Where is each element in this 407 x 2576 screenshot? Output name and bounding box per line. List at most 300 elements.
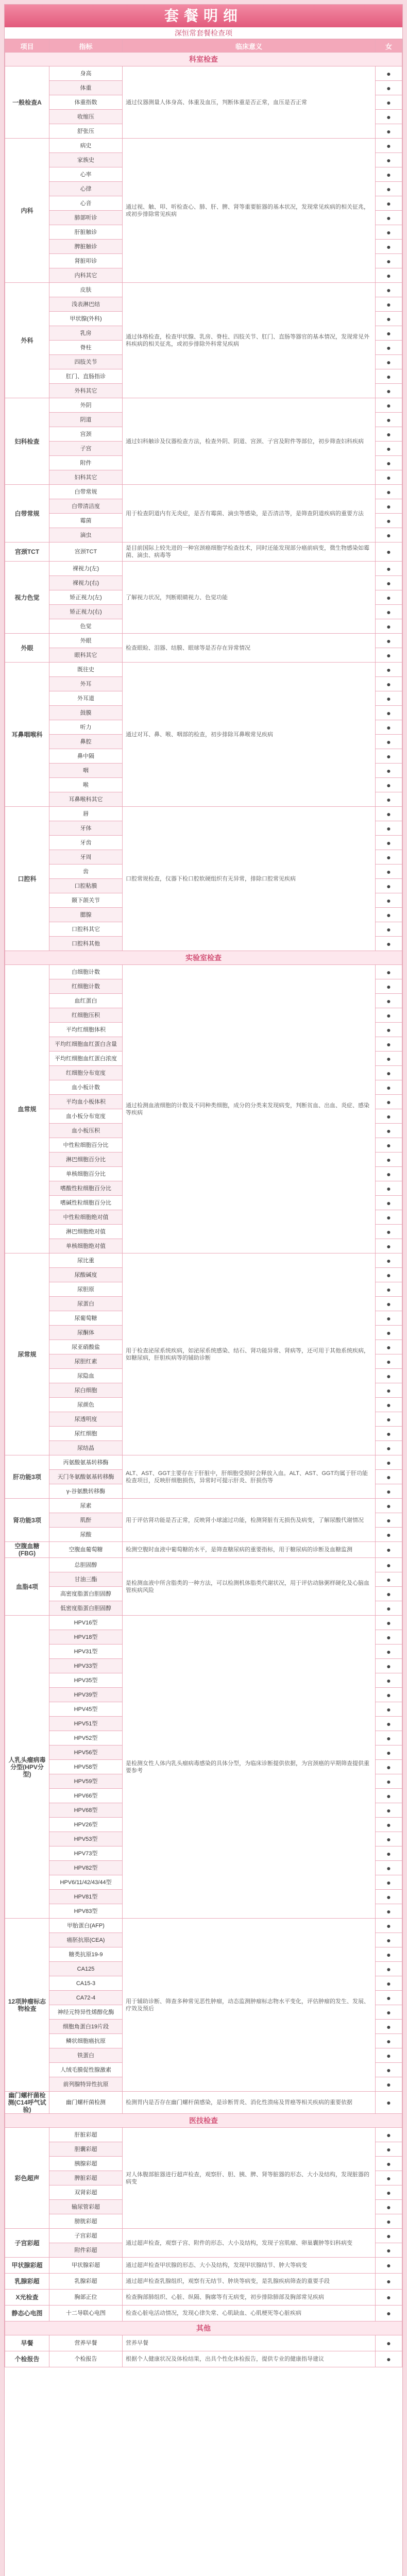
included-mark: ● — [376, 1484, 402, 1499]
indicator-cell: 收缩压 — [49, 110, 123, 124]
group-name: 一般检查A — [5, 66, 49, 139]
clinical-significance: 通过视、触、叩、听检查心、肺、肝、脾、肾等重要脏器的基本状况，发现常见疾病的相关征兆，或初步排除常见疾病 — [123, 139, 376, 283]
group-name: 内科 — [5, 139, 49, 283]
included-mark: ● — [376, 240, 402, 254]
indicator-cell: 尿酸碱度 — [49, 1268, 123, 1282]
indicator-cell: 幽门螺杆菌检测 — [49, 2092, 123, 2114]
indicator-cell: 病史 — [49, 139, 123, 153]
included-mark: ● — [376, 1572, 402, 1587]
included-mark: ● — [376, 1587, 402, 1601]
indicator-cell: 牙周 — [49, 850, 123, 865]
included-mark: ● — [376, 1702, 402, 1717]
indicator-cell: 嗜碱性粒细胞百分比 — [49, 1196, 123, 1210]
indicator-cell: 白带清洁度 — [49, 499, 123, 514]
indicator-cell: 皮肤 — [49, 283, 123, 297]
included-mark: ● — [376, 1340, 402, 1354]
indicator-cell: 十二导联心电图 — [49, 2306, 123, 2321]
included-mark: ● — [376, 1919, 402, 1933]
indicator-cell: 耳鼻喉科其它 — [49, 792, 123, 807]
indicator-cell: 听力 — [49, 720, 123, 735]
included-mark: ● — [376, 66, 402, 81]
indicator-cell: 前列腺特异性抗原 — [49, 2077, 123, 2092]
included-mark: ● — [376, 1196, 402, 1210]
indicator-cell: CA15-3 — [49, 1976, 123, 1991]
indicator-cell: 浅表淋巴结 — [49, 297, 123, 312]
indicator-cell: 中性粒细胞绝对值 — [49, 1210, 123, 1225]
clinical-significance: 根据个人健康状况及体检结果，出具个性化体检报告，提供专业的健康指导建议 — [123, 2351, 376, 2367]
section-row — [5, 951, 402, 965]
indicator-cell: 中性粒细胞百分比 — [49, 1138, 123, 1153]
group-name: 耳鼻咽喉科 — [5, 663, 49, 807]
indicator-cell: 双肾彩超 — [49, 2185, 123, 2200]
included-mark: ● — [376, 879, 402, 893]
included-mark: ● — [376, 297, 402, 312]
included-mark: ● — [376, 514, 402, 528]
table-row — [5, 1616, 402, 1630]
group-name: 妇科检查 — [5, 398, 49, 485]
column-header-female: 女 — [376, 40, 402, 53]
included-mark: ● — [376, 1513, 402, 1528]
clinical-significance: 通过对耳、鼻、喉、咽部的检查，初步排除耳鼻喉常见疾病 — [123, 663, 376, 807]
clinical-significance: 通过超声检查，观察子宫、附件的形态、大小及结构，发现子宫肌瘤、卵巢囊肿等妇科病变 — [123, 2229, 376, 2258]
included-mark: ● — [376, 590, 402, 605]
included-mark: ● — [376, 1311, 402, 1326]
included-mark: ● — [376, 1297, 402, 1311]
indicator-cell: 尿葡萄糖 — [49, 1311, 123, 1326]
included-mark: ● — [376, 619, 402, 634]
included-mark: ● — [376, 908, 402, 922]
indicator-cell: 子宫 — [49, 442, 123, 456]
included-mark: ● — [376, 442, 402, 456]
clinical-significance: 用于检查阴道内有无炎症，是否有霉菌、滴虫等感染，是否清洁等，是筛查阴道疾病的重要方法 — [123, 485, 376, 543]
clinical-significance: 营养早餐 — [123, 2335, 376, 2351]
clinical-significance: 检查心脏电活动情况，发现心律失常、心肌缺血、心肌梗死等心脏疾病 — [123, 2306, 376, 2321]
included-mark: ● — [376, 485, 402, 499]
included-mark: ● — [376, 1933, 402, 1947]
included-mark: ● — [376, 95, 402, 110]
included-mark: ● — [376, 2274, 402, 2290]
indicator-cell: 身高 — [49, 66, 123, 81]
indicator-cell: 唇 — [49, 807, 123, 821]
column-header-significance: 临床意义 — [123, 40, 376, 53]
included-mark: ● — [376, 1832, 402, 1846]
included-mark: ● — [376, 1326, 402, 1340]
indicator-cell: 天门冬氨酸氨基转移酶 — [49, 1470, 123, 1484]
indicator-cell: HPV73型 — [49, 1846, 123, 1861]
indicator-cell: 附件 — [49, 456, 123, 470]
group-name: 尿常规 — [5, 1253, 49, 1455]
table-row — [5, 2306, 402, 2321]
table-row — [5, 663, 402, 677]
included-mark: ● — [376, 1774, 402, 1789]
group-name: 肝功能3项 — [5, 1455, 49, 1499]
indicator-cell: HPV58型 — [49, 1760, 123, 1774]
included-mark: ● — [376, 1124, 402, 1138]
indicator-cell: 癌胚抗原(CEA) — [49, 1933, 123, 1947]
included-mark: ● — [376, 470, 402, 485]
included-mark: ● — [376, 1369, 402, 1383]
indicator-cell: 妇科其它 — [49, 470, 123, 485]
included-mark: ● — [376, 312, 402, 326]
indicator-cell: 口腔科其他 — [49, 937, 123, 951]
included-mark: ● — [376, 1354, 402, 1369]
indicator-cell: 鳞状细胞癌抗原 — [49, 2034, 123, 2048]
included-mark: ● — [376, 2128, 402, 2142]
indicator-cell: 膀胱彩超 — [49, 2214, 123, 2229]
included-mark: ● — [376, 1962, 402, 1976]
indicator-cell: 外眼 — [49, 634, 123, 648]
included-mark: ● — [376, 1542, 402, 1558]
indicator-cell: 乳腺彩超 — [49, 2274, 123, 2290]
included-mark: ● — [376, 778, 402, 792]
included-mark: ● — [376, 634, 402, 648]
included-mark: ● — [376, 720, 402, 735]
indicator-cell: 腮腺 — [49, 908, 123, 922]
included-mark: ● — [376, 1528, 402, 1542]
indicator-cell: 低密度脂蛋白胆固醇 — [49, 1601, 123, 1616]
included-mark: ● — [376, 1080, 402, 1095]
indicator-cell: 脾脏彩超 — [49, 2171, 123, 2185]
group-name: 外科 — [5, 283, 49, 398]
included-mark: ● — [376, 2157, 402, 2171]
included-mark: ● — [376, 836, 402, 850]
group-name: 幽门螺杆菌检测(C14呼气试验) — [5, 2092, 49, 2114]
indicator-cell: 鼓膜 — [49, 706, 123, 720]
included-mark: ● — [376, 398, 402, 413]
indicator-cell: CA125 — [49, 1962, 123, 1976]
included-mark: ● — [376, 1976, 402, 1991]
section-title: 其他 — [5, 2321, 402, 2335]
included-mark: ● — [376, 850, 402, 865]
included-mark: ● — [376, 994, 402, 1008]
column-header-indicator: 指标 — [49, 40, 123, 53]
indicator-cell: 尿胆原 — [49, 1282, 123, 1297]
included-mark: ● — [376, 254, 402, 268]
group-name: 乳腺彩超 — [5, 2274, 49, 2290]
indicator-cell: 色觉 — [49, 619, 123, 634]
clinical-significance: 口腔常规检查，仪器下检口腔软硬组织有无异常，排除口腔常见疾病 — [123, 807, 376, 951]
group-name: 12项肿瘤标志物检查 — [5, 1919, 49, 2092]
indicator-cell: 肺部听诊 — [49, 211, 123, 225]
included-mark: ● — [376, 1659, 402, 1673]
indicator-cell: 人绒毛膜促性腺激素 — [49, 2063, 123, 2077]
included-mark: ● — [376, 1052, 402, 1066]
indicator-cell: 神经元特异性烯醇化酶 — [49, 2005, 123, 2020]
included-mark: ● — [376, 110, 402, 124]
included-mark: ● — [376, 1904, 402, 1919]
included-mark: ● — [376, 1789, 402, 1803]
included-mark: ● — [376, 2258, 402, 2274]
group-name: X光检查 — [5, 2290, 49, 2306]
indicator-cell: 铁蛋白 — [49, 2048, 123, 2063]
indicator-cell: 单核细胞绝对值 — [49, 1239, 123, 1253]
included-mark: ● — [376, 1225, 402, 1239]
clinical-significance: 检查胸部肺组织、心脏、纵隔、胸廓等有无病变，初步排除肺部及胸部常见疾病 — [123, 2290, 376, 2306]
indicator-cell: 淋巴细胞绝对值 — [49, 1225, 123, 1239]
table-row — [5, 807, 402, 821]
included-mark: ● — [376, 1398, 402, 1412]
group-name: 视力色觉 — [5, 562, 49, 634]
included-mark: ● — [376, 1109, 402, 1124]
table-row — [5, 2274, 402, 2290]
included-mark: ● — [376, 427, 402, 442]
page-title: 套餐明细 — [5, 5, 402, 27]
indicator-cell: 滴虫 — [49, 528, 123, 543]
included-mark: ● — [376, 2034, 402, 2048]
clinical-significance: 对人体腹部脏器进行超声检查，观察肝、胆、胰、脾、肾等脏器的形态、大小及结构，发现脏器的病变 — [123, 2128, 376, 2229]
indicator-cell: 甲状腺彩超 — [49, 2258, 123, 2274]
included-mark: ● — [376, 1760, 402, 1774]
section-title: 科室检查 — [5, 53, 402, 66]
clinical-significance: 用于辅助诊断、筛查多种常见恶性肿瘤，动态监测肿瘤标志物水平变化，评估肿瘤的发生、发展、疗效及预后 — [123, 1919, 376, 2092]
table-row — [5, 634, 402, 648]
indicator-cell: 尿蛋白 — [49, 1297, 123, 1311]
clinical-significance: 通过体格检查，检查甲状腺、乳房、脊柱、四肢关节、肛门、直肠等器官的基本情况，发现常见外科疾病的相关征兆，或初步排除外科常见疾病 — [123, 283, 376, 398]
indicator-cell: HPV6/11/42/43/44型 — [49, 1875, 123, 1890]
indicator-cell: 尿红细胞 — [49, 1427, 123, 1441]
indicator-cell: 阴道 — [49, 413, 123, 427]
included-mark: ● — [376, 1645, 402, 1659]
included-mark: ● — [376, 1253, 402, 1268]
table-row — [5, 2092, 402, 2114]
included-mark: ● — [376, 1138, 402, 1153]
included-mark: ● — [376, 1455, 402, 1470]
indicator-cell: 平均红细胞体积 — [49, 1023, 123, 1037]
included-mark: ● — [376, 499, 402, 514]
table-row — [5, 2128, 402, 2142]
table-row — [5, 1919, 402, 1933]
section-row — [5, 2114, 402, 2128]
indicator-cell: 外科其它 — [49, 384, 123, 398]
indicator-cell: 四肢关节 — [49, 355, 123, 369]
included-mark: ● — [376, 528, 402, 543]
indicator-cell: 咽 — [49, 764, 123, 778]
indicator-cell: 血小板计数 — [49, 1080, 123, 1095]
clinical-significance: 通过检测血液细胞的计数及不同种类细胞，成分的分类来发现病变，判断贫血、出血、炎症、感染等疾病 — [123, 965, 376, 1253]
group-name: 白带常规 — [5, 485, 49, 543]
indicator-cell: 鼻中隔 — [49, 749, 123, 764]
indicator-cell: 外耳道 — [49, 691, 123, 706]
included-mark: ● — [376, 821, 402, 836]
included-mark: ● — [376, 1470, 402, 1484]
section-title: 实验室检查 — [5, 951, 402, 965]
included-mark: ● — [376, 167, 402, 182]
group-name: 血脂4项 — [5, 1558, 49, 1616]
group-name: 血常规 — [5, 965, 49, 1253]
indicator-cell: HPV35型 — [49, 1673, 123, 1688]
included-mark: ● — [376, 1558, 402, 1572]
group-name: 早餐 — [5, 2335, 49, 2351]
indicator-cell: HPV68型 — [49, 1803, 123, 1818]
included-mark: ● — [376, 1991, 402, 2005]
clinical-significance: 通过超声检查甲状腺的形态、大小及结构，发现甲状腺结节、肿大等病变 — [123, 2258, 376, 2274]
indicator-cell: HPV51型 — [49, 1717, 123, 1731]
indicator-cell: 宫颈TCT — [49, 543, 123, 562]
indicator-cell: 心率 — [49, 167, 123, 182]
indicator-cell: 鼻腔 — [49, 735, 123, 749]
indicator-cell: 空腹血葡萄糖 — [49, 1542, 123, 1558]
indicator-cell: γ-谷氨酰转移酶 — [49, 1484, 123, 1499]
indicator-cell: 血小板压积 — [49, 1124, 123, 1138]
indicator-cell: 尿酮体 — [49, 1326, 123, 1340]
indicator-cell: 血红蛋白 — [49, 994, 123, 1008]
indicator-cell: 尿结晶 — [49, 1441, 123, 1455]
package-name: 深恒常套餐检查项 — [5, 27, 402, 39]
indicator-cell: HPV59型 — [49, 1774, 123, 1789]
indicator-cell: 血小板分布宽度 — [49, 1109, 123, 1124]
indicator-cell: 细胞角蛋白19片段 — [49, 2020, 123, 2034]
included-mark: ● — [376, 922, 402, 937]
included-mark: ● — [376, 81, 402, 95]
included-mark: ● — [376, 1818, 402, 1832]
included-mark: ● — [376, 2243, 402, 2258]
included-mark: ● — [376, 413, 402, 427]
included-mark: ● — [376, 139, 402, 153]
included-mark: ● — [376, 1023, 402, 1037]
included-mark: ● — [376, 1601, 402, 1616]
included-mark: ● — [376, 1181, 402, 1196]
group-name: 口腔科 — [5, 807, 49, 951]
section-row — [5, 53, 402, 66]
included-mark: ● — [376, 1861, 402, 1875]
indicator-cell: 个检报告 — [49, 2351, 123, 2367]
indicator-cell: 尿比重 — [49, 1253, 123, 1268]
included-mark: ● — [376, 124, 402, 139]
included-mark: ● — [376, 1731, 402, 1745]
group-name: 肾功能3项 — [5, 1499, 49, 1542]
section-row — [5, 2321, 402, 2335]
indicator-cell: 齿 — [49, 865, 123, 879]
included-mark: ● — [376, 735, 402, 749]
clinical-significance: 通过妇科触诊及仪器检查方法，检查外阴、阴道、宫颈、子宫及附件等部位，初步筛查妇科疾病 — [123, 398, 376, 485]
indicator-cell: 红细胞压积 — [49, 1008, 123, 1023]
table-row — [5, 485, 402, 499]
indicator-cell: 红细胞计数 — [49, 979, 123, 994]
page-container — [4, 4, 403, 2576]
clinical-significance: 是检测女性人体内乳头瘤病毒感染的具体分型，为临床诊断提供依据，为宫颈癌的早期筛查提供重要参考 — [123, 1616, 376, 1919]
indicator-cell: 子宫彩超 — [49, 2229, 123, 2243]
indicator-cell: 口腔科其它 — [49, 922, 123, 937]
indicator-cell: 体重指数 — [49, 95, 123, 110]
included-mark: ● — [376, 576, 402, 590]
clinical-significance: 了解视力状况，判断眼睛视力、色觉功能 — [123, 562, 376, 634]
table-row — [5, 562, 402, 576]
table-row — [5, 1558, 402, 1572]
indicator-cell: 内科其它 — [49, 268, 123, 283]
indicator-cell: HPV31型 — [49, 1645, 123, 1659]
table-row — [5, 2335, 402, 2351]
group-name: 彩色超声 — [5, 2128, 49, 2229]
included-mark: ● — [376, 2214, 402, 2229]
table-row — [5, 2229, 402, 2243]
indicator-cell: HPV83型 — [49, 1904, 123, 1919]
included-mark: ● — [376, 1037, 402, 1052]
included-mark: ● — [376, 1890, 402, 1904]
included-mark: ● — [376, 1066, 402, 1080]
table-row — [5, 283, 402, 297]
included-mark: ● — [376, 283, 402, 297]
included-mark: ● — [376, 865, 402, 879]
indicator-cell: 尿酸 — [49, 1528, 123, 1542]
indicator-cell: 裸视力(左) — [49, 562, 123, 576]
included-mark: ● — [376, 384, 402, 398]
indicator-cell: HPV16型 — [49, 1616, 123, 1630]
included-mark: ● — [376, 1282, 402, 1297]
clinical-significance: ALT、AST、GGT主要存在于肝脏中，肝细胞受损时会释放入血。ALT、AST、GGT均属于肝功能检查项目，反映肝细胞损伤，异常时可提示肝炎、肝损伤等 — [123, 1455, 376, 1499]
indicator-cell: 尿胆红素 — [49, 1354, 123, 1369]
included-mark: ● — [376, 1947, 402, 1962]
included-mark: ● — [376, 355, 402, 369]
included-mark: ● — [376, 1499, 402, 1513]
table-body — [5, 53, 402, 2367]
included-mark: ● — [376, 2306, 402, 2321]
included-mark: ● — [376, 1095, 402, 1109]
indicator-cell: 心律 — [49, 182, 123, 196]
indicator-cell: 淋巴细胞百分比 — [49, 1153, 123, 1167]
indicator-cell: 口腔粘膜 — [49, 879, 123, 893]
indicator-cell: 红细胞分布宽度 — [49, 1066, 123, 1080]
included-mark: ● — [376, 1153, 402, 1167]
included-mark: ● — [376, 2063, 402, 2077]
included-mark: ● — [376, 1745, 402, 1760]
indicator-cell: 尿颜色 — [49, 1398, 123, 1412]
included-mark: ● — [376, 543, 402, 562]
indicator-cell: HPV18型 — [49, 1630, 123, 1645]
indicator-cell: 尿亚硝酸盐 — [49, 1340, 123, 1354]
indicator-cell: 乳房 — [49, 326, 123, 341]
included-mark: ● — [376, 268, 402, 283]
indicator-cell: 营养早餐 — [49, 2335, 123, 2351]
included-mark: ● — [376, 182, 402, 196]
indicator-cell: 家族史 — [49, 153, 123, 167]
included-mark: ● — [376, 807, 402, 821]
included-mark: ● — [376, 1630, 402, 1645]
included-mark: ● — [376, 2229, 402, 2243]
included-mark: ● — [376, 965, 402, 979]
included-mark: ● — [376, 1412, 402, 1427]
table-row — [5, 398, 402, 413]
group-name: 静态心电图 — [5, 2306, 49, 2321]
included-mark: ● — [376, 1441, 402, 1455]
included-mark: ● — [376, 562, 402, 576]
indicator-cell: HPV56型 — [49, 1745, 123, 1760]
indicator-cell: 高密度脂蛋白胆固醇 — [49, 1587, 123, 1601]
clinical-significance: 检测胃内是否存在幽门螺杆菌感染，是诊断胃炎、消化性溃疡及胃癌等相关疾病的重要依据 — [123, 2092, 376, 2114]
included-mark: ● — [376, 2020, 402, 2034]
clinical-significance: 检测空腹时血液中葡萄糖的水平，是筛查糖尿病的重要指标，用于糖尿病的诊断及血糖监测 — [123, 1542, 376, 1558]
table-row — [5, 2258, 402, 2274]
package-table — [5, 39, 402, 2367]
included-mark: ● — [376, 1846, 402, 1861]
group-name: 子宫彩超 — [5, 2229, 49, 2258]
clinical-significance: 用于检查泌尿系统疾病，如泌尿系统感染、结石、肾功能异常、肾病等，还可用于其他系统疾病，如糖尿病，肝胆疾病等的辅助诊断 — [123, 1253, 376, 1455]
included-mark: ● — [376, 196, 402, 211]
indicator-cell: 矫正视力(左) — [49, 590, 123, 605]
indicator-cell: 体重 — [49, 81, 123, 95]
included-mark: ● — [376, 764, 402, 778]
clinical-significance: 通过仪器测量人体身高、体重及血压，判断体重是否正常，血压是否正常 — [123, 66, 376, 139]
included-mark: ● — [376, 663, 402, 677]
indicator-cell: 尿隐血 — [49, 1369, 123, 1383]
included-mark: ● — [376, 2185, 402, 2200]
indicator-cell: 输尿管彩超 — [49, 2200, 123, 2214]
indicator-cell: 矫正视力(右) — [49, 605, 123, 619]
indicator-cell: 甘油三酯 — [49, 1572, 123, 1587]
indicator-cell: 喉 — [49, 778, 123, 792]
indicator-cell: 外阴 — [49, 398, 123, 413]
included-mark: ● — [376, 2171, 402, 2185]
indicator-cell: HPV33型 — [49, 1659, 123, 1673]
